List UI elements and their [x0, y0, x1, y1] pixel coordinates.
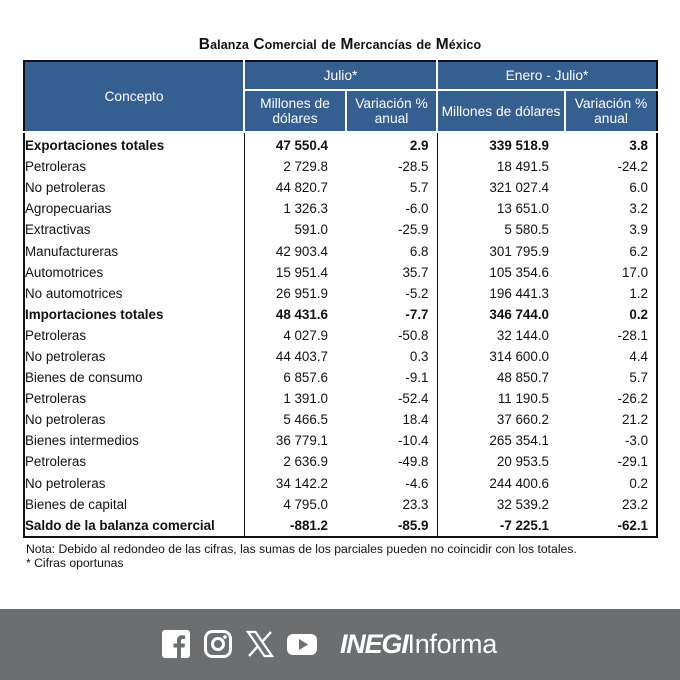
row-label: Petroleras — [24, 325, 244, 346]
cell-millones-julio: 47 550.4 — [244, 132, 346, 156]
cell-millones-enero-julio: 11 190.5 — [497, 391, 549, 407]
header-millones-enero-julio: Millones de dólares — [437, 90, 565, 132]
row-label: Petroleras — [24, 388, 244, 409]
header-variacion-enero-julio: Variación % anual — [565, 90, 657, 132]
cell-variacion-enero-julio: -28.1 — [565, 325, 657, 346]
row-label: No petroleras — [24, 177, 244, 198]
table-row — [24, 219, 657, 240]
inegi-informa-logo — [340, 628, 497, 660]
cell-variacion-enero-julio: 21.2 — [565, 409, 657, 430]
cell-variacion-julio: 23.3 — [346, 494, 437, 515]
table-row — [24, 325, 657, 346]
cell-millones-julio: 15 951.4 — [275, 264, 328, 280]
cell-millones-enero-julio: 339 518.9 — [437, 132, 565, 156]
cell-variacion-enero-julio: 3.8 — [565, 132, 657, 156]
cell-variacion-julio: -50.8 — [346, 325, 437, 346]
table-row — [24, 409, 657, 430]
row-label: Agropecuarias — [24, 198, 244, 219]
cell-variacion-enero-julio: -29.1 — [565, 451, 657, 472]
note-preliminary: * Cifras oportunas — [26, 556, 124, 570]
cell-millones-julio: -881.2 — [244, 515, 346, 537]
cell-millones-julio: 2 636.9 — [283, 454, 328, 470]
row-label: Saldo de la balanza comercial — [24, 515, 244, 537]
cell-millones-enero-julio: 13 651.0 — [496, 201, 549, 217]
note-rounding: Nota: Debido al redondeo de las cifras, las sumas de los parciales pueden no coincidir con los totales. — [26, 542, 577, 556]
cell-millones-julio: 42 903.4 — [275, 243, 328, 259]
cell-millones-julio: 4 027.9 — [283, 327, 328, 343]
cell-millones-julio: 591.0 — [294, 222, 328, 238]
table-row — [24, 473, 657, 494]
table-row — [24, 388, 657, 409]
row-label: No petroleras — [24, 346, 244, 367]
brand-informa: Informa — [407, 629, 497, 659]
row-label: Importaciones totales — [24, 304, 244, 325]
cell-millones-enero-julio: 196 441.3 — [489, 285, 549, 301]
cell-millones-enero-julio: 48 850.7 — [496, 370, 549, 386]
cell-millones-julio: 26 951.9 — [275, 285, 328, 301]
cell-millones-julio: 5 466.5 — [283, 412, 328, 428]
table-row — [24, 132, 657, 156]
facebook-icon[interactable] — [162, 630, 190, 658]
cell-variacion-julio: -10.4 — [346, 430, 437, 451]
row-label: Bienes de consumo — [24, 367, 244, 388]
trade-balance-table — [23, 60, 658, 538]
table-row — [24, 156, 657, 177]
cell-variacion-enero-julio: 23.2 — [565, 494, 657, 515]
cell-variacion-julio: 35.7 — [346, 262, 437, 283]
cell-variacion-julio: -7.7 — [346, 304, 437, 325]
cell-variacion-julio: 0.3 — [346, 346, 437, 367]
cell-variacion-julio: 6.8 — [346, 240, 437, 261]
cell-millones-enero-julio: 265 354.1 — [489, 433, 549, 449]
cell-variacion-julio: 2.9 — [346, 132, 437, 156]
row-label: No petroleras — [24, 473, 244, 494]
cell-millones-enero-julio: 105 354.6 — [489, 264, 549, 280]
cell-millones-julio: 6 857.6 — [283, 370, 328, 386]
table-row — [24, 283, 657, 304]
table-row — [24, 451, 657, 472]
cell-millones-enero-julio: 20 953.5 — [496, 454, 549, 470]
row-label: Exportaciones totales — [24, 132, 244, 156]
cell-millones-enero-julio: 18 491.5 — [496, 159, 549, 175]
cell-variacion-enero-julio: 17.0 — [565, 262, 657, 283]
row-label: Bienes intermedios — [24, 430, 244, 451]
row-label: Bienes de capital — [24, 494, 244, 515]
cell-variacion-julio: -5.2 — [346, 283, 437, 304]
row-label: No automotrices — [24, 283, 244, 304]
x-icon[interactable] — [246, 630, 274, 658]
cell-millones-julio: 34 142.2 — [275, 475, 328, 491]
brand-inegi: INEGI — [340, 629, 408, 659]
cell-variacion-enero-julio: 4.4 — [565, 346, 657, 367]
cell-variacion-julio: -25.9 — [346, 219, 437, 240]
header-millones-julio: Millones de dólares — [244, 90, 346, 132]
table-row — [24, 346, 657, 367]
table-row — [24, 494, 657, 515]
cell-millones-julio: 48 431.6 — [275, 306, 328, 322]
table-notes — [26, 542, 577, 570]
cell-millones-julio: 1 391.0 — [283, 391, 328, 407]
cell-millones-enero-julio: 244 400.6 — [489, 475, 549, 491]
header-period-enero-julio: Enero - Julio* — [437, 61, 657, 90]
cell-variacion-enero-julio: -3.0 — [565, 430, 657, 451]
cell-millones-julio: 2 729.8 — [283, 159, 328, 175]
row-label: Petroleras — [24, 451, 244, 472]
cell-variacion-julio: -85.9 — [346, 515, 437, 537]
cell-variacion-enero-julio: -26.2 — [565, 388, 657, 409]
cell-millones-julio: 44 820.7 — [275, 180, 328, 196]
cell-variacion-julio: -4.6 — [346, 473, 437, 494]
cell-millones-julio: 44 403.7 — [275, 348, 328, 364]
table-row — [24, 177, 657, 198]
cell-variacion-julio: 18.4 — [346, 409, 437, 430]
cell-variacion-julio: -52.4 — [346, 388, 437, 409]
cell-millones-enero-julio: 37 660.2 — [496, 412, 549, 428]
cell-millones-julio: 36 779.1 — [275, 433, 328, 449]
cell-variacion-julio: -28.5 — [346, 156, 437, 177]
cell-millones-enero-julio: 321 027.4 — [489, 180, 549, 196]
cell-millones-enero-julio: 346 744.0 — [489, 306, 549, 322]
instagram-icon[interactable] — [204, 630, 232, 658]
cell-variacion-enero-julio: 0.2 — [565, 473, 657, 494]
cell-variacion-enero-julio: 3.9 — [565, 219, 657, 240]
cell-variacion-enero-julio: 1.2 — [565, 283, 657, 304]
header-variacion-julio: Variación % anual — [346, 90, 437, 132]
table-row — [24, 262, 657, 283]
table-row — [24, 515, 657, 537]
cell-millones-julio: 4 795.0 — [283, 496, 328, 512]
header-period-julio: Julio* — [244, 61, 437, 90]
cell-millones-enero-julio: 5 580.5 — [504, 222, 549, 238]
cell-variacion-enero-julio: 5.7 — [565, 367, 657, 388]
row-label: No petroleras — [24, 409, 244, 430]
cell-variacion-enero-julio: 6.2 — [565, 240, 657, 261]
cell-millones-enero-julio: 314 600.0 — [489, 348, 549, 364]
cell-millones-julio: 1 326.3 — [283, 201, 328, 217]
cell-millones-enero-julio: 301 795.9 — [489, 243, 549, 259]
row-label: Manufactureras — [24, 240, 244, 261]
cell-variacion-enero-julio: -62.1 — [565, 515, 657, 537]
table-row — [24, 367, 657, 388]
table-row — [24, 198, 657, 219]
table-row — [24, 240, 657, 261]
header-concepto: Concepto — [24, 61, 244, 132]
cell-variacion-enero-julio: -24.2 — [565, 156, 657, 177]
row-label: Petroleras — [24, 156, 244, 177]
cell-variacion-julio: -9.1 — [346, 367, 437, 388]
cell-millones-enero-julio: 32 144.0 — [496, 327, 549, 343]
youtube-icon[interactable] — [287, 630, 317, 658]
cell-variacion-enero-julio: 6.0 — [565, 177, 657, 198]
cell-variacion-julio: -6.0 — [346, 198, 437, 219]
row-label: Extractivas — [24, 219, 244, 240]
cell-variacion-enero-julio: 3.2 — [565, 198, 657, 219]
table-row — [24, 430, 657, 451]
cell-variacion-julio: -49.8 — [346, 451, 437, 472]
table-title: Balanza Comercial de Mercancías de México — [198, 36, 482, 53]
cell-variacion-julio: 5.7 — [346, 177, 437, 198]
row-label: Automotrices — [24, 262, 244, 283]
cell-millones-enero-julio: -7 225.1 — [437, 515, 565, 537]
cell-millones-enero-julio: 32 539.2 — [496, 496, 549, 512]
table-row — [24, 304, 657, 325]
cell-variacion-enero-julio: 0.2 — [565, 304, 657, 325]
